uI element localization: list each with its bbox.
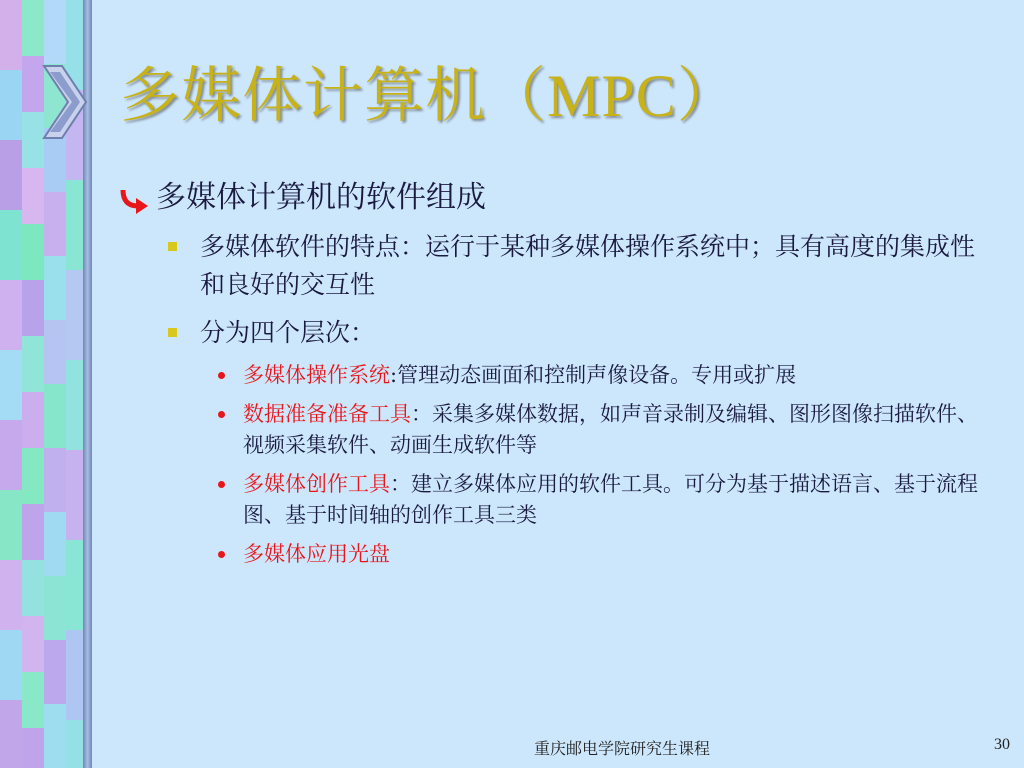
layer-term: 数据准备准备工具 — [243, 402, 411, 426]
slide-content — [118, 178, 998, 570]
chevron-right-icon — [40, 62, 88, 142]
heading-bullet — [118, 178, 998, 218]
square-bullet-icon — [168, 328, 177, 337]
dot-bullet-icon — [218, 481, 225, 488]
slide-title-cn: 多媒体计算机（ — [120, 61, 547, 131]
curved-arrow-icon — [118, 178, 150, 218]
slide-title — [120, 48, 738, 134]
point-text: 分为四个层次： — [200, 318, 376, 347]
list-item — [118, 469, 998, 531]
layer-term: 多媒体创作工具 — [243, 472, 390, 496]
layer-desc: ：采集多媒体数据，如声音录制及编辑、图形图像扫描软件、视频采集软件、动画生成软件等 — [243, 402, 978, 457]
dot-bullet-icon — [218, 551, 225, 558]
dot-bullet-icon — [218, 372, 225, 379]
decorative-side-strip — [0, 0, 92, 768]
section-heading: 多媒体计算机的软件组成 — [156, 180, 486, 215]
square-bullet-icon — [168, 242, 177, 251]
dot-bullet-icon — [218, 411, 225, 418]
slide-title-en: MPC） — [547, 63, 738, 129]
layer-term: 多媒体操作系统 — [243, 363, 390, 387]
page-number: 30 — [994, 736, 1010, 753]
footer-text: 重庆邮电学院研究生课程 — [534, 739, 711, 758]
layer-desc: :管理动态画面和控制声像设备。专用或扩展 — [390, 363, 797, 387]
list-item — [118, 314, 998, 352]
list-item — [118, 539, 998, 570]
layer-term: 多媒体应用光盘 — [243, 542, 390, 566]
list-item — [118, 399, 998, 461]
list-item — [118, 360, 998, 391]
list-item — [118, 228, 998, 304]
layer-desc: ：建立多媒体应用的软件工具。可分为基于描述语言、基于流程图、基于时间轴的创作工具三类 — [243, 472, 978, 527]
point-text: 多媒体软件的特点：运行于某种多媒体操作系统中；具有高度的集成性和良好的交互性 — [200, 232, 976, 299]
